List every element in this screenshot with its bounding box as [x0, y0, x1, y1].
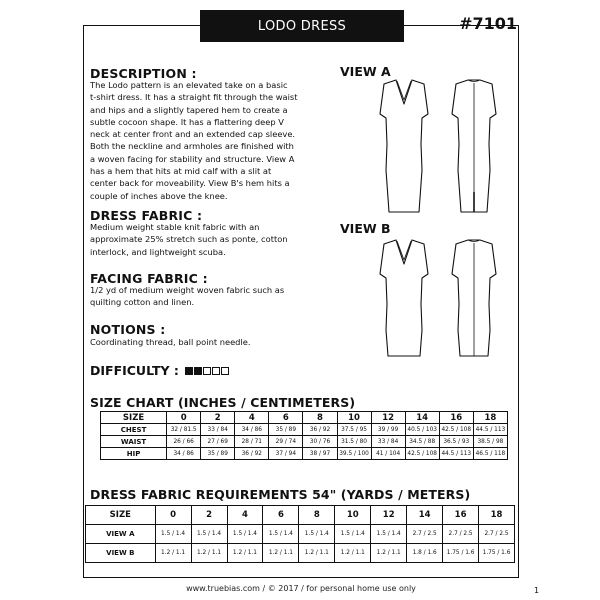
view-a-label: VIEW A: [340, 64, 391, 79]
value-cell: 35 / 89: [269, 424, 303, 436]
value-cell: 40.5 / 103: [405, 424, 439, 436]
value-cell: 1.5 / 1.4: [299, 525, 335, 544]
value-cell: 1.2 / 1.1: [227, 544, 263, 563]
value-cell: 44.5 / 113: [439, 448, 473, 460]
dress-fabric-line: interlock, and lightweight scuba.: [90, 246, 226, 257]
table-header-row: [101, 412, 508, 424]
table-corner-cell: SIZE: [86, 506, 156, 525]
value-cell: 2.7 / 2.5: [407, 525, 443, 544]
value-cell: 37 / 94: [269, 448, 303, 460]
size-header-cell: 6: [269, 412, 303, 424]
difficulty-boxes: [185, 367, 229, 375]
difficulty-label: DIFFICULTY :: [90, 363, 179, 378]
value-cell: 42.5 / 108: [405, 448, 439, 460]
size-header-cell: 0: [155, 506, 191, 525]
size-header-cell: 2: [201, 412, 235, 424]
description-line: center back for moveability. View B's hem hits a: [90, 178, 290, 189]
size-header-cell: 18: [473, 412, 507, 424]
value-cell: 36 / 92: [235, 448, 269, 460]
pattern-title: LODO DRESS: [200, 10, 404, 42]
size-header-cell: 6: [263, 506, 299, 525]
row-label-cell: HIP: [101, 448, 167, 460]
row-label-cell: VIEW B: [86, 544, 156, 563]
table-row: [101, 448, 508, 460]
value-cell: 36 / 92: [303, 424, 337, 436]
value-cell: 41 / 104: [371, 448, 405, 460]
row-label-cell: WAIST: [101, 436, 167, 448]
value-cell: 2.7 / 2.5: [443, 525, 479, 544]
value-cell: 1.2 / 1.1: [263, 544, 299, 563]
value-cell: 39.5 / 100: [337, 448, 371, 460]
value-cell: 29 / 74: [269, 436, 303, 448]
value-cell: 30 / 76: [303, 436, 337, 448]
facing-fabric-text: [90, 284, 284, 309]
description-line: a woven facing for stability and structure. View A: [90, 153, 295, 164]
fabric-req-title: DRESS FABRIC REQUIREMENTS 54" (YARDS / METERS): [90, 487, 471, 502]
value-cell: 38 / 97: [303, 448, 337, 460]
dress-fabric-heading: DRESS FABRIC :: [90, 208, 203, 223]
page-number: 1: [534, 586, 540, 595]
size-header-cell: 16: [443, 506, 479, 525]
table-row: [101, 436, 508, 448]
pattern-number: #7101: [459, 14, 517, 33]
size-header-cell: 16: [439, 412, 473, 424]
size-header-cell: 4: [235, 412, 269, 424]
value-cell: 36.5 / 93: [439, 436, 473, 448]
size-header-cell: 4: [227, 506, 263, 525]
value-cell: 1.2 / 1.1: [335, 544, 371, 563]
value-cell: 1.2 / 1.1: [191, 544, 227, 563]
difficulty-box: [221, 367, 229, 375]
size-header-cell: 0: [167, 412, 201, 424]
size-header-cell: 14: [407, 506, 443, 525]
value-cell: 37.5 / 95: [337, 424, 371, 436]
size-header-cell: 8: [303, 412, 337, 424]
value-cell: 1.2 / 1.1: [299, 544, 335, 563]
view-b-illustration: [364, 234, 514, 362]
description-line: Both the neckline and armholes are finished with: [90, 141, 294, 152]
notions-text: [90, 336, 251, 348]
description-text: [90, 79, 297, 202]
difficulty-rating: [90, 363, 229, 378]
view-a-illustration: [364, 74, 514, 220]
dress-fabric-text: [90, 221, 288, 258]
value-cell: 1.5 / 1.4: [371, 525, 407, 544]
value-cell: 1.75 / 1.6: [479, 544, 515, 563]
description-line: and hips and a slightly tapered hem to create a: [90, 104, 288, 115]
row-label-cell: VIEW A: [86, 525, 156, 544]
value-cell: 34 / 86: [235, 424, 269, 436]
size-chart-table: [100, 411, 508, 460]
description-heading: DESCRIPTION :: [90, 66, 197, 81]
value-cell: 1.2 / 1.1: [371, 544, 407, 563]
value-cell: 31.5 / 80: [337, 436, 371, 448]
table-row: [86, 544, 515, 563]
facing-fabric-heading: FACING FABRIC :: [90, 271, 208, 286]
notions-heading: NOTIONS :: [90, 322, 166, 337]
description-line: has a hem that hits at mid calf with a slit at: [90, 166, 272, 177]
facing-fabric-line: quilting cotton and linen.: [90, 297, 195, 308]
value-cell: 42.5 / 108: [439, 424, 473, 436]
table-row: [86, 525, 515, 544]
size-header-cell: 12: [371, 412, 405, 424]
description-line: The Lodo pattern is an elevated take on a basic: [90, 80, 288, 90]
view-b-front-icon: [380, 240, 428, 356]
value-cell: 33 / 84: [201, 424, 235, 436]
value-cell: 2.7 / 2.5: [479, 525, 515, 544]
size-header-cell: 8: [299, 506, 335, 525]
description-line: subtle cocoon shape. It has a flattering deep V: [90, 116, 284, 127]
value-cell: 35 / 89: [201, 448, 235, 460]
fabric-req-table: [85, 505, 515, 563]
row-label-cell: CHEST: [101, 424, 167, 436]
description-line: t-shirt dress. It has a straight fit through the waist: [90, 92, 298, 103]
value-cell: 38.5 / 98: [473, 436, 507, 448]
difficulty-box: [194, 367, 202, 375]
value-cell: 33 / 84: [371, 436, 405, 448]
table-corner-cell: SIZE: [101, 412, 167, 424]
value-cell: 1.5 / 1.4: [263, 525, 299, 544]
value-cell: 1.5 / 1.4: [191, 525, 227, 544]
size-chart-title: SIZE CHART (INCHES / CENTIMETERS): [90, 395, 356, 410]
view-b-label: VIEW B: [340, 221, 391, 236]
dress-fabric-line: approximate 25% stretch such as ponte, cotton: [90, 234, 288, 245]
facing-fabric-line: 1/2 yd of medium weight woven fabric such as: [90, 285, 285, 295]
size-header-cell: 10: [337, 412, 371, 424]
difficulty-box: [203, 367, 211, 375]
value-cell: 27 / 69: [201, 436, 235, 448]
value-cell: 39 / 99: [371, 424, 405, 436]
value-cell: 1.2 / 1.1: [155, 544, 191, 563]
description-line: couple of inches above the knee.: [90, 190, 228, 201]
size-header-cell: 10: [335, 506, 371, 525]
footer-text: www.truebias.com / © 2017 / for personal home use only: [186, 584, 416, 593]
value-cell: 26 / 66: [167, 436, 201, 448]
value-cell: 44.5 / 113: [473, 424, 507, 436]
value-cell: 32 / 81.5: [167, 424, 201, 436]
value-cell: 1.5 / 1.4: [227, 525, 263, 544]
value-cell: 1.5 / 1.4: [155, 525, 191, 544]
size-header-cell: 18: [479, 506, 515, 525]
size-header-cell: 14: [405, 412, 439, 424]
size-header-cell: 2: [191, 506, 227, 525]
notions-line: Coordinating thread, ball point needle.: [90, 337, 251, 347]
table-header-row: [86, 506, 515, 525]
value-cell: 1.8 / 1.6: [407, 544, 443, 563]
value-cell: 1.75 / 1.6: [443, 544, 479, 563]
value-cell: 34 / 86: [167, 448, 201, 460]
value-cell: 34.5 / 88: [405, 436, 439, 448]
size-header-cell: 12: [371, 506, 407, 525]
difficulty-box: [185, 367, 193, 375]
value-cell: 1.5 / 1.4: [335, 525, 371, 544]
value-cell: 46.5 / 118: [473, 448, 507, 460]
dress-fabric-line: Medium weight stable knit fabric with an: [90, 222, 260, 232]
description-line: neck at center front and an extended cap sleeve.: [90, 129, 296, 140]
value-cell: 28 / 71: [235, 436, 269, 448]
table-row: [101, 424, 508, 436]
difficulty-box: [212, 367, 220, 375]
